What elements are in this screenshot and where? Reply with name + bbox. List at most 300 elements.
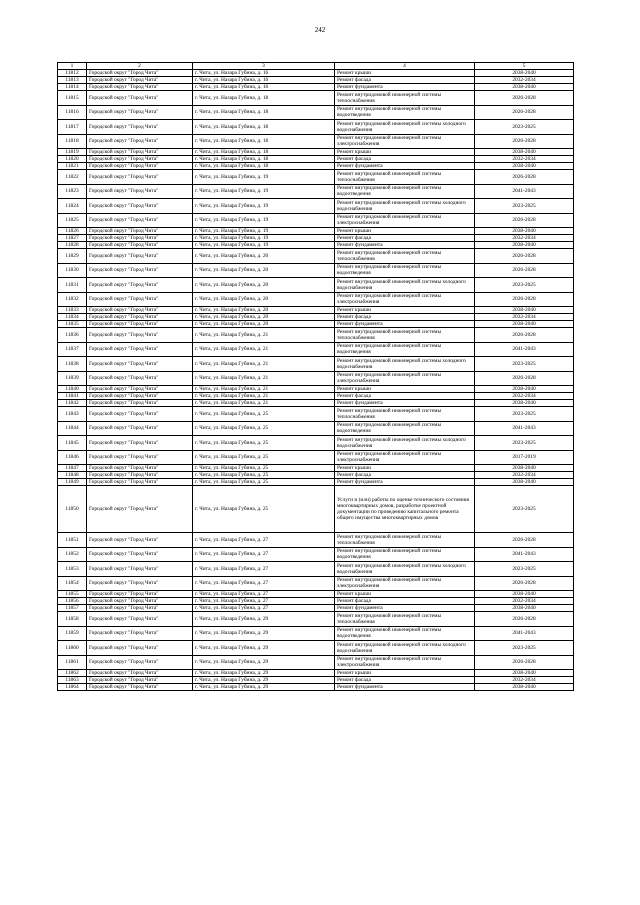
period-cell: 2038-2040: [475, 670, 574, 677]
municipality-cell: Городской округ "Город Чита": [87, 670, 193, 677]
address-cell: г. Чита, ул. Назара Губина, д. 19: [193, 228, 335, 235]
period-cell: 2038-2040: [475, 591, 574, 598]
municipality-cell: Городской округ "Город Чита": [87, 314, 193, 321]
row-number-cell: 11818: [58, 134, 87, 149]
work-type-cell: Ремонт крыши: [335, 465, 475, 472]
municipality-cell: Городской округ "Город Чита": [87, 328, 193, 343]
period-cell: 2032-2034: [475, 156, 574, 163]
table-row: [58, 105, 574, 120]
period-cell: 2023-2025: [475, 357, 574, 372]
period-cell: 2023-2025: [475, 436, 574, 451]
period-cell: 2032-2034: [475, 677, 574, 684]
address-cell: г. Чита, ул. Назара Губина, д. 18: [193, 91, 335, 106]
municipality-cell: Городской округ "Город Чита": [87, 684, 193, 691]
period-cell: 2026-2028: [475, 170, 574, 185]
table-row: [58, 421, 574, 436]
address-cell: г. Чита, ул. Назара Губина, д. 25: [193, 486, 335, 533]
period-cell: 2026-2028: [475, 91, 574, 106]
row-number-cell: 11835: [58, 321, 87, 328]
period-cell: 2023-2025: [475, 486, 574, 533]
municipality-cell: Городской округ "Город Чита": [87, 547, 193, 562]
table-row: [58, 450, 574, 465]
row-number-cell: 11864: [58, 684, 87, 691]
period-cell: 2026-2028: [475, 263, 574, 278]
row-number-cell: 11860: [58, 641, 87, 656]
municipality-cell: Городской округ "Город Чита": [87, 479, 193, 486]
work-type-cell: Ремонт фасада: [335, 598, 475, 605]
table-row: [58, 677, 574, 684]
work-type-cell: Ремонт фундамента: [335, 605, 475, 612]
work-type-cell: Ремонт внутридомовой инженерной системы теплоснабжения: [335, 91, 475, 106]
address-cell: г. Чита, ул. Назара Губина, д. 25: [193, 421, 335, 436]
work-type-cell: Ремонт крыши: [335, 670, 475, 677]
header-cell: 3: [193, 63, 335, 70]
work-type-cell: Ремонт внутридомовой инженерной системы электроснабжения: [335, 371, 475, 386]
row-number-cell: 11829: [58, 249, 87, 264]
municipality-cell: Городской округ "Город Чита": [87, 149, 193, 156]
period-cell: 2041-2043: [475, 421, 574, 436]
address-cell: г. Чита, ул. Назара Губина, д. 27: [193, 605, 335, 612]
row-number-cell: 11827: [58, 235, 87, 242]
period-cell: 2026-2028: [475, 612, 574, 627]
table-row: [58, 598, 574, 605]
period-cell: 2038-2040: [475, 242, 574, 249]
table-row: [58, 393, 574, 400]
table-body: [58, 70, 574, 691]
row-number-cell: 11863: [58, 677, 87, 684]
address-cell: г. Чита, ул. Назара Губина, д. 18: [193, 105, 335, 120]
period-cell: 2038-2040: [475, 163, 574, 170]
period-cell: 2023-2025: [475, 562, 574, 577]
municipality-cell: Городской округ "Город Чита": [87, 436, 193, 451]
municipality-cell: Городской округ "Город Чита": [87, 407, 193, 422]
table-row: [58, 641, 574, 656]
work-type-cell: Ремонт внутридомовой инженерной системы холодного водоснабжения: [335, 120, 475, 135]
table-row: [58, 386, 574, 393]
table-row: [58, 562, 574, 577]
address-cell: г. Чита, ул. Назара Губина, д. 19: [193, 184, 335, 199]
table-row: [58, 199, 574, 214]
table-row: [58, 77, 574, 84]
table-row: [58, 242, 574, 249]
work-type-cell: Ремонт крыши: [335, 228, 475, 235]
work-type-cell: Ремонт крыши: [335, 591, 475, 598]
municipality-cell: Городской округ "Город Чита": [87, 163, 193, 170]
municipality-cell: Городской округ "Город Чита": [87, 228, 193, 235]
address-cell: г. Чита, ул. Назара Губина, д. 29: [193, 626, 335, 641]
table-row: [58, 465, 574, 472]
address-cell: г. Чита, ул. Назара Губина, д. 16: [193, 77, 335, 84]
row-number-cell: 11813: [58, 77, 87, 84]
address-cell: г. Чита, ул. Назара Губина, д. 21: [193, 393, 335, 400]
table-row: [58, 235, 574, 242]
period-cell: 2017-2019: [475, 450, 574, 465]
work-schedule-table: [57, 62, 574, 691]
row-number-cell: 11816: [58, 105, 87, 120]
municipality-cell: Городской округ "Город Чита": [87, 386, 193, 393]
row-number-cell: 11839: [58, 371, 87, 386]
table-row: [58, 479, 574, 486]
table-row: [58, 307, 574, 314]
row-number-cell: 11843: [58, 407, 87, 422]
period-cell: 2026-2028: [475, 371, 574, 386]
work-type-cell: Ремонт фасада: [335, 677, 475, 684]
row-number-cell: 11849: [58, 479, 87, 486]
row-number-cell: 11823: [58, 184, 87, 199]
header-row: [58, 63, 574, 70]
address-cell: г. Чита, ул. Назара Губина, д. 18: [193, 149, 335, 156]
work-type-cell: Ремонт фундамента: [335, 479, 475, 486]
period-cell: 2023-2025: [475, 199, 574, 214]
row-number-cell: 11846: [58, 450, 87, 465]
municipality-cell: Городской округ "Город Чита": [87, 677, 193, 684]
municipality-cell: Городской округ "Город Чита": [87, 213, 193, 228]
address-cell: г. Чита, ул. Назара Губина, д. 27: [193, 591, 335, 598]
address-cell: г. Чита, ул. Назара Губина, д. 18: [193, 120, 335, 135]
municipality-cell: Городской округ "Город Чита": [87, 626, 193, 641]
work-type-cell: Ремонт фундамента: [335, 400, 475, 407]
address-cell: г. Чита, ул. Назара Губина, д. 25: [193, 407, 335, 422]
address-cell: г. Чита, ул. Назара Губина, д. 25: [193, 472, 335, 479]
row-number-cell: 11833: [58, 307, 87, 314]
row-number-cell: 11848: [58, 472, 87, 479]
address-cell: г. Чита, ул. Назара Губина, д. 27: [193, 576, 335, 591]
work-type-cell: Ремонт внутридомовой инженерной системы водоотведения: [335, 342, 475, 357]
work-type-cell: Ремонт фасада: [335, 235, 475, 242]
work-type-cell: Ремонт внутридомовой инженерной системы теплоснабжения: [335, 407, 475, 422]
municipality-cell: Городской округ "Город Чита": [87, 235, 193, 242]
period-cell: 2038-2040: [475, 228, 574, 235]
work-type-cell: Ремонт внутридомовой инженерной системы холодного водоснабжения: [335, 436, 475, 451]
period-cell: 2038-2040: [475, 386, 574, 393]
table-row: [58, 486, 574, 533]
table-row: [58, 533, 574, 548]
work-type-cell: Ремонт фасада: [335, 393, 475, 400]
address-cell: г. Чита, ул. Назара Губина, д. 29: [193, 677, 335, 684]
period-cell: 2026-2028: [475, 533, 574, 548]
work-type-cell: Ремонт внутридомовой инженерной системы теплоснабжения: [335, 328, 475, 343]
table-row: [58, 670, 574, 677]
work-type-cell: Ремонт внутридомовой инженерной системы водоотведения: [335, 547, 475, 562]
period-cell: 2026-2028: [475, 292, 574, 307]
row-number-cell: 11861: [58, 655, 87, 670]
address-cell: г. Чита, ул. Назара Губина, д. 18: [193, 163, 335, 170]
work-type-cell: Услуги и (или) работы по оценке технического состояния многоквартирных домов, разработке проектной документации по проведению капитального ремонта общего имущества многоквартирных домов: [335, 486, 475, 533]
address-cell: г. Чита, ул. Назара Губина, д. 16: [193, 84, 335, 91]
work-type-cell: Ремонт фасада: [335, 314, 475, 321]
municipality-cell: Городской округ "Город Чита": [87, 533, 193, 548]
address-cell: г. Чита, ул. Назара Губина, д. 29: [193, 641, 335, 656]
period-cell: 2026-2028: [475, 328, 574, 343]
period-cell: 2038-2040: [475, 400, 574, 407]
table-row: [58, 156, 574, 163]
period-cell: 2038-2040: [475, 465, 574, 472]
period-cell: 2023-2025: [475, 120, 574, 135]
municipality-cell: Городской округ "Город Чита": [87, 655, 193, 670]
table-row: [58, 249, 574, 264]
address-cell: г. Чита, ул. Назара Губина, д. 21: [193, 357, 335, 372]
row-number-cell: 11838: [58, 357, 87, 372]
municipality-cell: Городской округ "Город Чита": [87, 605, 193, 612]
work-type-cell: Ремонт внутридомовой инженерной системы водоотведения: [335, 421, 475, 436]
municipality-cell: Городской округ "Город Чита": [87, 321, 193, 328]
address-cell: г. Чита, ул. Назара Губина, д. 29: [193, 684, 335, 691]
address-cell: г. Чита, ул. Назара Губина, д. 29: [193, 670, 335, 677]
row-number-cell: 11844: [58, 421, 87, 436]
work-type-cell: Ремонт внутридомовой инженерной системы теплоснабжения: [335, 170, 475, 185]
header-cell: 2: [87, 63, 193, 70]
address-cell: г. Чита, ул. Назара Губина, д. 21: [193, 328, 335, 343]
work-type-cell: Ремонт внутридомовой инженерной системы холодного водоснабжения: [335, 199, 475, 214]
address-cell: г. Чита, ул. Назара Губина, д. 20: [193, 292, 335, 307]
table-row: [58, 120, 574, 135]
table-row: [58, 314, 574, 321]
municipality-cell: Городской округ "Город Чита": [87, 170, 193, 185]
table-row: [58, 342, 574, 357]
address-cell: г. Чита, ул. Назара Губина, д. 21: [193, 400, 335, 407]
period-cell: 2032-2034: [475, 393, 574, 400]
row-number-cell: 11815: [58, 91, 87, 106]
row-number-cell: 11830: [58, 263, 87, 278]
row-number-cell: 11853: [58, 562, 87, 577]
table-row: [58, 213, 574, 228]
row-number-cell: 11840: [58, 386, 87, 393]
table-row: [58, 149, 574, 156]
work-type-cell: Ремонт внутридомовой инженерной системы холодного водоснабжения: [335, 357, 475, 372]
row-number-cell: 11837: [58, 342, 87, 357]
table-row: [58, 70, 574, 77]
municipality-cell: Городской округ "Город Чита": [87, 612, 193, 627]
row-number-cell: 11817: [58, 120, 87, 135]
work-type-cell: Ремонт внутридомовой инженерной системы холодного водоснабжения: [335, 641, 475, 656]
address-cell: г. Чита, ул. Назара Губина, д. 27: [193, 533, 335, 548]
work-type-cell: Ремонт внутридомовой инженерной системы теплоснабжения: [335, 249, 475, 264]
work-type-cell: Ремонт фундамента: [335, 321, 475, 328]
municipality-cell: Городской округ "Город Чита": [87, 263, 193, 278]
period-cell: 2038-2040: [475, 70, 574, 77]
row-number-cell: 11859: [58, 626, 87, 641]
table-row: [58, 321, 574, 328]
work-type-cell: Ремонт крыши: [335, 149, 475, 156]
period-cell: 2026-2028: [475, 576, 574, 591]
municipality-cell: Городской округ "Город Чита": [87, 278, 193, 293]
work-type-cell: Ремонт внутридомовой инженерной системы водоотведения: [335, 263, 475, 278]
header-cell: 1: [58, 63, 87, 70]
work-type-cell: Ремонт внутридомовой инженерной системы теплоснабжения: [335, 612, 475, 627]
work-type-cell: Ремонт внутридомовой инженерной системы водоотведения: [335, 184, 475, 199]
address-cell: г. Чита, ул. Назара Губина, д. 29: [193, 655, 335, 670]
work-type-cell: Ремонт внутридомовой инженерной системы холодного водоснабжения: [335, 278, 475, 293]
table-row: [58, 400, 574, 407]
municipality-cell: Городской округ "Город Чита": [87, 307, 193, 314]
address-cell: г. Чита, ул. Назара Губина, д. 21: [193, 371, 335, 386]
period-cell: 2032-2034: [475, 77, 574, 84]
period-cell: 2038-2040: [475, 479, 574, 486]
address-cell: г. Чита, ул. Назара Губина, д. 20: [193, 263, 335, 278]
period-cell: 2026-2028: [475, 105, 574, 120]
work-type-cell: Ремонт фундамента: [335, 84, 475, 91]
work-type-cell: Ремонт внутридомовой инженерной системы холодного водоснабжения: [335, 562, 475, 577]
municipality-cell: Городской округ "Город Чита": [87, 242, 193, 249]
row-number-cell: 11822: [58, 170, 87, 185]
table-row: [58, 328, 574, 343]
row-number-cell: 11814: [58, 84, 87, 91]
period-cell: 2041-2043: [475, 626, 574, 641]
address-cell: г. Чита, ул. Назара Губина, д. 20: [193, 249, 335, 264]
municipality-cell: Городской округ "Город Чита": [87, 393, 193, 400]
municipality-cell: Городской округ "Город Чита": [87, 134, 193, 149]
municipality-cell: Городской округ "Город Чита": [87, 70, 193, 77]
period-cell: 2038-2040: [475, 149, 574, 156]
table-row: [58, 407, 574, 422]
row-number-cell: 11825: [58, 213, 87, 228]
work-type-cell: Ремонт внутридомовой инженерной системы электроснабжения: [335, 213, 475, 228]
row-number-cell: 11857: [58, 605, 87, 612]
table-row: [58, 228, 574, 235]
period-cell: 2026-2028: [475, 655, 574, 670]
table-row: [58, 605, 574, 612]
municipality-cell: Городской округ "Город Чита": [87, 184, 193, 199]
municipality-cell: Городской округ "Город Чита": [87, 562, 193, 577]
municipality-cell: Городской округ "Город Чита": [87, 598, 193, 605]
row-number-cell: 11852: [58, 547, 87, 562]
table-row: [58, 371, 574, 386]
work-type-cell: Ремонт фундамента: [335, 163, 475, 170]
address-cell: г. Чита, ул. Назара Губина, д. 25: [193, 465, 335, 472]
municipality-cell: Городской округ "Город Чита": [87, 77, 193, 84]
period-cell: 2026-2028: [475, 134, 574, 149]
period-cell: 2041-2043: [475, 342, 574, 357]
address-cell: г. Чита, ул. Назара Губина, д. 25: [193, 436, 335, 451]
period-cell: 2038-2040: [475, 321, 574, 328]
municipality-cell: Городской округ "Город Чита": [87, 342, 193, 357]
municipality-cell: Городской округ "Город Чита": [87, 84, 193, 91]
municipality-cell: Городской округ "Город Чита": [87, 249, 193, 264]
table-row: [58, 278, 574, 293]
row-number-cell: 11812: [58, 70, 87, 77]
period-cell: 2032-2034: [475, 235, 574, 242]
row-number-cell: 11862: [58, 670, 87, 677]
period-cell: 2026-2028: [475, 249, 574, 264]
address-cell: г. Чита, ул. Назара Губина, д. 27: [193, 547, 335, 562]
table-row: [58, 163, 574, 170]
table-row: [58, 591, 574, 598]
row-number-cell: 11826: [58, 228, 87, 235]
address-cell: г. Чита, ул. Назара Губина, д. 19: [193, 170, 335, 185]
table-row: [58, 292, 574, 307]
table-row: [58, 576, 574, 591]
address-cell: г. Чита, ул. Назара Губина, д. 25: [193, 479, 335, 486]
work-type-cell: Ремонт фундамента: [335, 684, 475, 691]
address-cell: г. Чита, ул. Назара Губина, д. 25: [193, 450, 335, 465]
row-number-cell: 11831: [58, 278, 87, 293]
address-cell: г. Чита, ул. Назара Губина, д. 20: [193, 307, 335, 314]
row-number-cell: 11855: [58, 591, 87, 598]
address-cell: г. Чита, ул. Назара Губина, д. 27: [193, 562, 335, 577]
table-row: [58, 612, 574, 627]
address-cell: г. Чита, ул. Назара Губина, д. 21: [193, 342, 335, 357]
municipality-cell: Городской округ "Город Чита": [87, 465, 193, 472]
work-type-cell: Ремонт внутридомовой инженерной системы водоотведения: [335, 626, 475, 641]
table-row: [58, 684, 574, 691]
work-type-cell: Ремонт крыши: [335, 386, 475, 393]
address-cell: г. Чита, ул. Назара Губина, д. 19: [193, 199, 335, 214]
row-number-cell: 11842: [58, 400, 87, 407]
row-number-cell: 11820: [58, 156, 87, 163]
table-row: [58, 263, 574, 278]
work-type-cell: Ремонт крыши: [335, 307, 475, 314]
row-number-cell: 11847: [58, 465, 87, 472]
address-cell: г. Чита, ул. Назара Губина, д. 27: [193, 598, 335, 605]
row-number-cell: 11841: [58, 393, 87, 400]
work-type-cell: Ремонт крыши: [335, 70, 475, 77]
table-row: [58, 357, 574, 372]
work-type-cell: Ремонт внутридомовой инженерной системы водоотведения: [335, 105, 475, 120]
row-number-cell: 11832: [58, 292, 87, 307]
address-cell: г. Чита, ул. Назара Губина, д. 19: [193, 242, 335, 249]
work-type-cell: Ремонт внутридомовой инженерной системы электроснабжения: [335, 655, 475, 670]
table-row: [58, 626, 574, 641]
row-number-cell: 11834: [58, 314, 87, 321]
municipality-cell: Городской округ "Город Чита": [87, 421, 193, 436]
row-number-cell: 11821: [58, 163, 87, 170]
table-row: [58, 436, 574, 451]
municipality-cell: Городской округ "Город Чита": [87, 472, 193, 479]
work-type-cell: Ремонт фасада: [335, 472, 475, 479]
page-number: 242: [314, 26, 326, 34]
row-number-cell: 11845: [58, 436, 87, 451]
address-cell: г. Чита, ул. Назара Губина, д. 20: [193, 314, 335, 321]
row-number-cell: 11824: [58, 199, 87, 214]
work-type-cell: Ремонт внутридомовой инженерной системы теплоснабжения: [335, 533, 475, 548]
address-cell: г. Чита, ул. Назара Губина, д. 20: [193, 321, 335, 328]
period-cell: 2026-2028: [475, 213, 574, 228]
municipality-cell: Городской округ "Город Чита": [87, 156, 193, 163]
period-cell: 2032-2034: [475, 472, 574, 479]
work-type-cell: Ремонт фасада: [335, 77, 475, 84]
work-type-cell: Ремонт внутридомовой инженерной системы электроснабжения: [335, 292, 475, 307]
municipality-cell: Городской округ "Город Чита": [87, 357, 193, 372]
address-cell: г. Чита, ул. Назара Губина, д. 19: [193, 213, 335, 228]
table-row: [58, 170, 574, 185]
period-cell: 2041-2043: [475, 184, 574, 199]
table-row: [58, 547, 574, 562]
row-number-cell: 11856: [58, 598, 87, 605]
table-row: [58, 655, 574, 670]
address-cell: г. Чита, ул. Назара Губина, д. 21: [193, 386, 335, 393]
row-number-cell: 11851: [58, 533, 87, 548]
municipality-cell: Городской округ "Город Чита": [87, 591, 193, 598]
municipality-cell: Городской округ "Город Чита": [87, 120, 193, 135]
period-cell: 2023-2025: [475, 407, 574, 422]
municipality-cell: Городской округ "Город Чита": [87, 91, 193, 106]
row-number-cell: 11854: [58, 576, 87, 591]
row-number-cell: 11850: [58, 486, 87, 533]
period-cell: 2032-2034: [475, 598, 574, 605]
period-cell: 2032-2034: [475, 314, 574, 321]
table-row: [58, 472, 574, 479]
municipality-cell: Городской округ "Город Чита": [87, 292, 193, 307]
work-type-cell: Ремонт внутридомовой инженерной системы электроснабжения: [335, 576, 475, 591]
period-cell: 2023-2025: [475, 641, 574, 656]
table-row: [58, 134, 574, 149]
period-cell: 2023-2025: [475, 278, 574, 293]
row-number-cell: 11858: [58, 612, 87, 627]
work-type-cell: Ремонт внутридомовой инженерной системы электроснабжения: [335, 134, 475, 149]
address-cell: г. Чита, ул. Назара Губина, д. 18: [193, 156, 335, 163]
address-cell: г. Чита, ул. Назара Губина, д. 16: [193, 70, 335, 77]
municipality-cell: Городской округ "Город Чита": [87, 450, 193, 465]
